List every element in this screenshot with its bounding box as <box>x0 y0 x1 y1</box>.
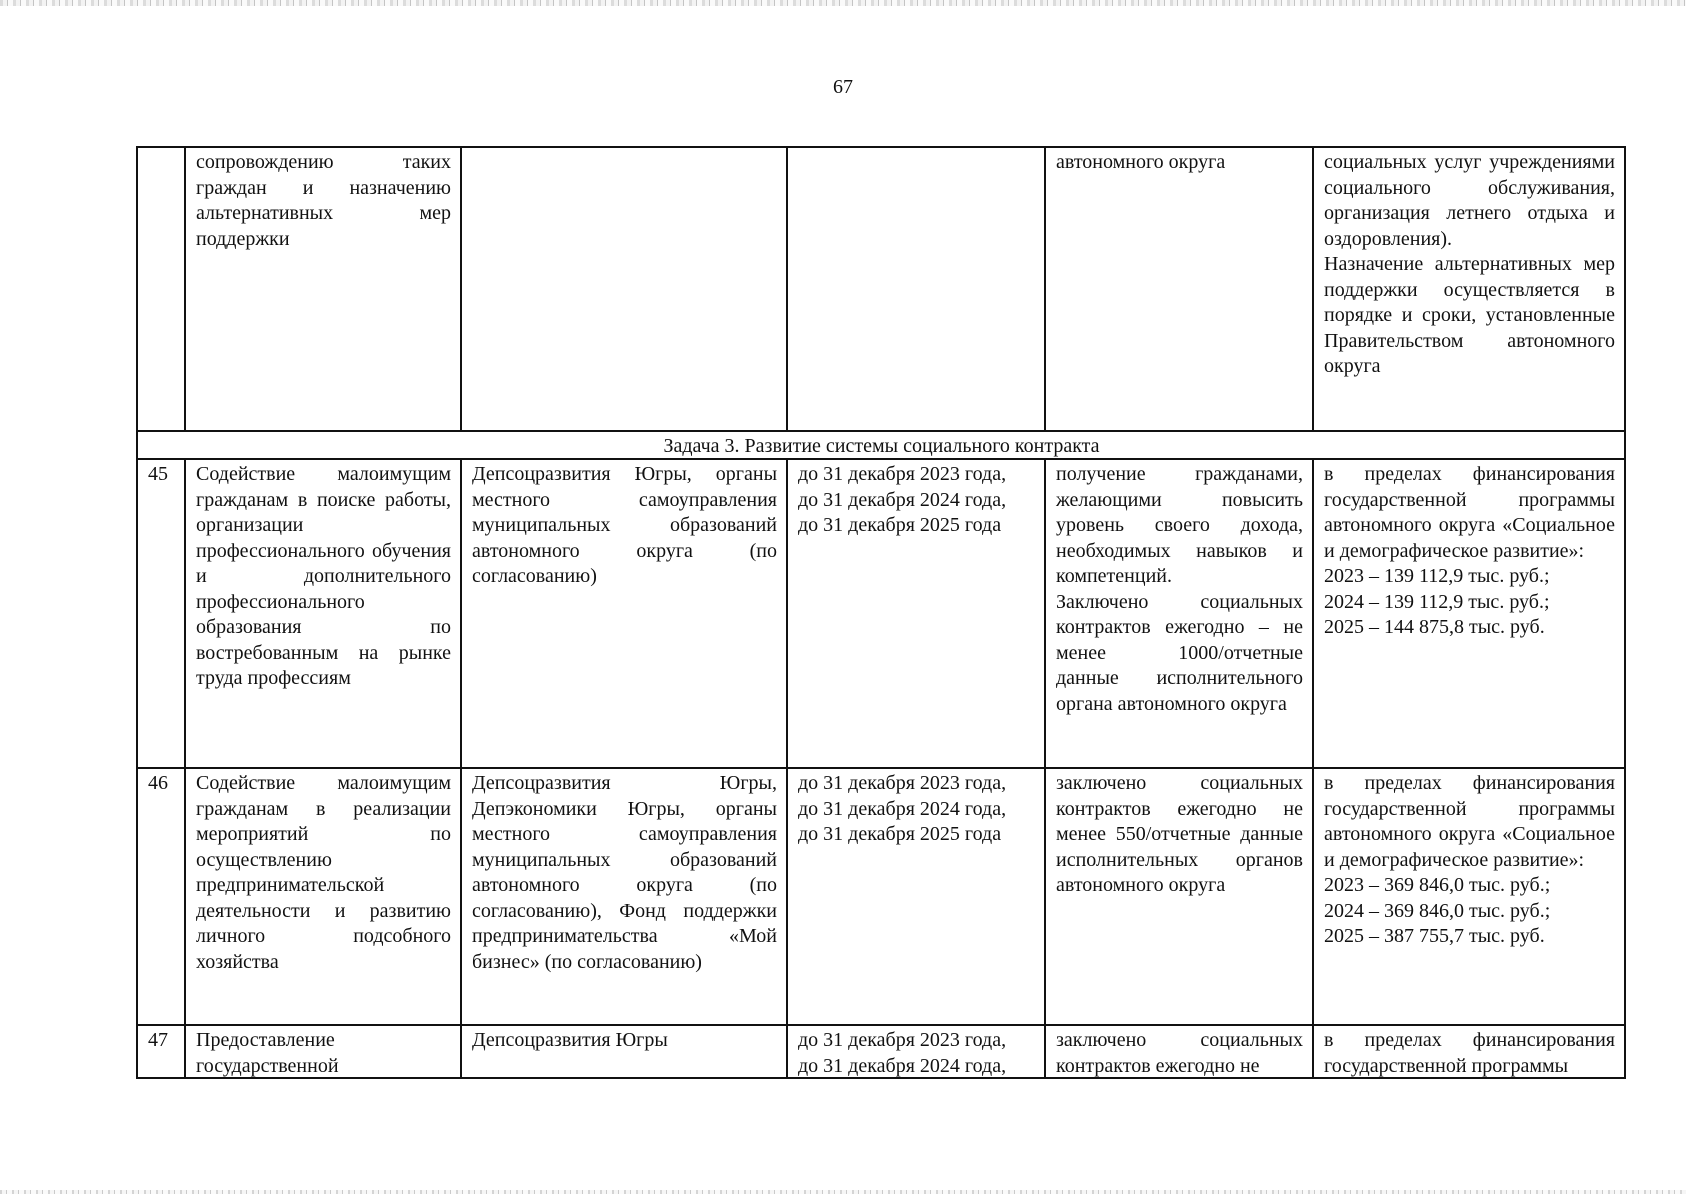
deadline-line: до 31 декабря 2023 года, <box>798 463 1007 485</box>
result-paragraph: получение гражданами, желающими повысить уровень своего дохода, необходимых навыков и компетенций. <box>1056 463 1303 587</box>
financing-cell <box>1313 1025 1625 1078</box>
deadline-line: до 31 декабря 2024 года, <box>798 797 1007 820</box>
page-number: 67 <box>833 76 853 98</box>
row-number-cell <box>137 147 185 431</box>
financing-cell <box>1313 768 1625 1025</box>
table-row <box>137 768 1625 1025</box>
measure-text: Содействие малоимущим гражданам в реализации мероприятий по осуществлению предпринимательской деятельности и развитию личного подсобного хозяйства <box>196 772 451 973</box>
deadline-cell <box>787 768 1045 1025</box>
result-cell <box>1045 459 1313 768</box>
deadline-cell <box>787 459 1045 768</box>
deadline-line: до 31 декабря 2024 года, <box>798 1054 1007 1077</box>
financing-line: 2025 – 387 755,7 тыс. руб. <box>1324 925 1545 947</box>
row-number: 46 <box>137 768 185 1025</box>
scan-edge-top <box>0 0 1686 6</box>
result-text: автономного округа <box>1056 151 1226 173</box>
financing-line: 2024 – 369 846,0 тыс. руб.; <box>1324 899 1551 922</box>
measure-text: Содействие малоимущим гражданам в поиске работы, организации профессионального обучения и дополнительного профессионального образования по востребованным на рынке труда профессиям <box>196 463 451 689</box>
financing-line: 2024 – 139 112,9 тыс. руб.; <box>1324 590 1550 613</box>
financing-line: 2025 – 144 875,8 тыс. руб. <box>1324 616 1545 638</box>
deadline-line: до 31 декабря 2025 года <box>798 514 1002 536</box>
financing-paragraph: в пределах финансирования государственной программы автономного округа «Социальное и демографическое развитие»: <box>1324 463 1615 562</box>
result-paragraph: Заключено социальных контрактов ежегодно – не менее 1000/отчетные данные исполнительного органа автономного округа <box>1056 590 1303 715</box>
section-row <box>137 431 1625 459</box>
deadline-line: до 31 декабря 2024 года, <box>798 488 1007 511</box>
measure-cell <box>185 147 461 431</box>
deadline-line: до 31 декабря 2023 года, <box>798 1029 1007 1051</box>
executor-cell <box>461 459 787 768</box>
executor-cell <box>461 147 787 431</box>
measure-cell <box>185 459 461 768</box>
financing-line: 2023 – 369 846,0 тыс. руб.; <box>1324 874 1551 896</box>
table-row-continued <box>137 147 1625 431</box>
section-title: Задача 3. Развитие системы социального контракта <box>137 431 1625 459</box>
measure-cell <box>185 1025 461 1078</box>
result-cell <box>1045 768 1313 1025</box>
deadline-line: до 31 декабря 2025 года <box>798 823 1002 845</box>
result-cell <box>1045 1025 1313 1078</box>
deadline-cell <box>787 147 1045 431</box>
table-row <box>137 459 1625 768</box>
financing-line: 2023 – 139 112,9 тыс. руб.; <box>1324 565 1550 587</box>
scan-edge-bottom <box>0 1190 1686 1194</box>
row-number: 45 <box>137 459 185 768</box>
deadline-cell <box>787 1025 1045 1078</box>
deadline-line: до 31 декабря 2023 года, <box>798 772 1007 794</box>
table-row <box>137 1025 1625 1078</box>
executor-text: Депсоцразвития Югры <box>472 1029 668 1051</box>
financing-paragraph: социальных услуг учреждениями социального обслуживания, организация летнего отдыха и оздоровления). <box>1324 151 1615 250</box>
measure-cell <box>185 768 461 1025</box>
measure-text: сопровождению таких граждан и назначению альтернативных мер поддержки <box>196 151 451 250</box>
financing-text: в пределах финансирования государственной программы <box>1324 1029 1615 1077</box>
executor-text: Депсоцразвития Югры, Депэкономики Югры, органы местного самоуправления муниципальных образований автономного округа (по согласованию), Фонд поддержки предпринимательства «Мой бизнес» (по согласованию) <box>472 772 777 973</box>
executor-text: Депсоцразвития Югры, органы местного самоуправления муниципальных образований автономного округа (по согласованию) <box>472 463 777 587</box>
financing-paragraph: Назначение альтернативных мер поддержки осуществляется в порядке и сроки, установленные Правительством автономного округа <box>1324 253 1615 377</box>
financing-cell <box>1313 459 1625 768</box>
result-text: заключено социальных контрактов ежегодно не <box>1056 1029 1303 1077</box>
measures-table <box>136 146 1626 1079</box>
measure-text: Предоставление государственной <box>196 1029 339 1077</box>
executor-cell <box>461 1025 787 1078</box>
financing-paragraph: в пределах финансирования государственной программы автономного округа «Социальное и демографическое развитие»: <box>1324 772 1615 871</box>
financing-cell <box>1313 147 1625 431</box>
executor-cell <box>461 768 787 1025</box>
row-number: 47 <box>137 1025 185 1078</box>
result-cell <box>1045 147 1313 431</box>
result-paragraph: заключено социальных контрактов ежегодно не менее 550/отчетные данные исполнительных органов автономного округа <box>1056 772 1303 896</box>
deadline-lines <box>798 1028 1035 1077</box>
